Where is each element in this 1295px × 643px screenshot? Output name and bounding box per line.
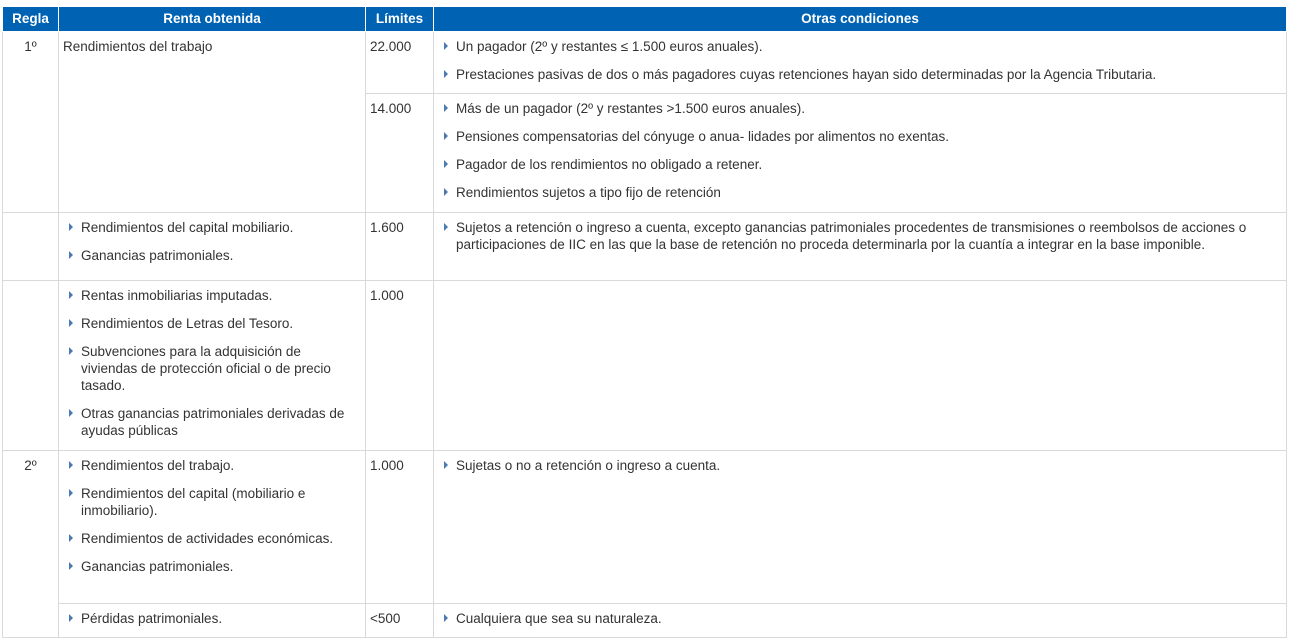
table-row [3, 32, 1287, 94]
renta-cell [59, 32, 366, 213]
condiciones-cell [434, 281, 1287, 451]
header-row [3, 7, 1287, 32]
condiciones-cell [434, 94, 1287, 213]
renta-cell [59, 281, 366, 451]
table-row [3, 213, 1287, 281]
header-renta: Renta obtenida [59, 7, 366, 32]
limite-cell: 22.000 [366, 32, 434, 94]
list-item: Ganancias patrimoniales. [63, 247, 360, 264]
header-limites: Límites [366, 7, 434, 32]
limite-cell: 1.000 [366, 451, 434, 604]
list-item: Pensiones compensatorias del cónyuge o anua- lidades por alimentos no exentas. [438, 128, 1281, 145]
list-item: Más de un pagador (2º y restantes >1.500 euros anuales). [438, 100, 1281, 117]
condiciones-cell [434, 213, 1287, 281]
regla-cell: 1º [3, 32, 59, 213]
header-otras: Otras condiciones [434, 7, 1287, 32]
list-item: Cualquiera que sea su naturaleza. [438, 610, 1281, 627]
regla-cell: 2º [3, 451, 59, 638]
list-item: Prestaciones pasivas de dos o más pagadores cuyas retenciones hayan sido determinadas por la Agencia Tributaria. [438, 66, 1281, 83]
renta-cell [59, 604, 366, 638]
limite-cell: 1.000 [366, 281, 434, 451]
list-item: Rendimientos de actividades económicas. [63, 530, 360, 547]
table-row [3, 451, 1287, 604]
list-item: Un pagador (2º y restantes ≤ 1.500 euros anuales). [438, 38, 1281, 55]
table-row [3, 281, 1287, 451]
renta-cell [59, 213, 366, 281]
list-item: Sujetas o no a retención o ingreso a cuenta. [438, 457, 1281, 474]
list-item: Pérdidas patrimoniales. [63, 610, 360, 627]
list-item: Otras ganancias patrimoniales derivadas de ayudas públicas [63, 405, 360, 439]
regla-cell [3, 213, 59, 281]
limite-cell: <500 [366, 604, 434, 638]
table-row [3, 604, 1287, 638]
list-item: Ganancias patrimoniales. [63, 558, 360, 575]
condiciones-cell [434, 604, 1287, 638]
limite-cell: 14.000 [366, 94, 434, 213]
rules-table [2, 7, 1287, 638]
list-item: Rendimientos del capital mobiliario. [63, 219, 360, 236]
list-item: Pagador de los rendimientos no obligado a retener. [438, 156, 1281, 173]
list-item: Rendimientos del trabajo. [63, 457, 360, 474]
list-item: Rendimientos sujetos a tipo fijo de retención [438, 184, 1281, 201]
condiciones-cell [434, 451, 1287, 604]
list-item: Subvenciones para la adquisición de viviendas de protección oficial o de precio tasado. [63, 343, 360, 394]
condiciones-cell [434, 32, 1287, 94]
list-item: Rendimientos del capital (mobiliario e inmobiliario). [63, 485, 360, 519]
list-item: Rentas inmobiliarias imputadas. [63, 287, 360, 304]
renta-text: Rendimientos del trabajo [63, 39, 213, 54]
regla-cell [3, 281, 59, 451]
list-item: Rendimientos de Letras del Tesoro. [63, 315, 360, 332]
header-regla: Regla [3, 7, 59, 32]
list-item: Sujetos a retención o ingreso a cuenta, excepto ganancias patrimoniales procedentes de transmisiones o reembolsos de acciones o participaciones de IIC en las que la base de retención no proceda determinarla por la cuantía a integrar en la base imponible. [438, 219, 1281, 253]
renta-cell [59, 451, 366, 604]
limite-cell: 1.600 [366, 213, 434, 281]
